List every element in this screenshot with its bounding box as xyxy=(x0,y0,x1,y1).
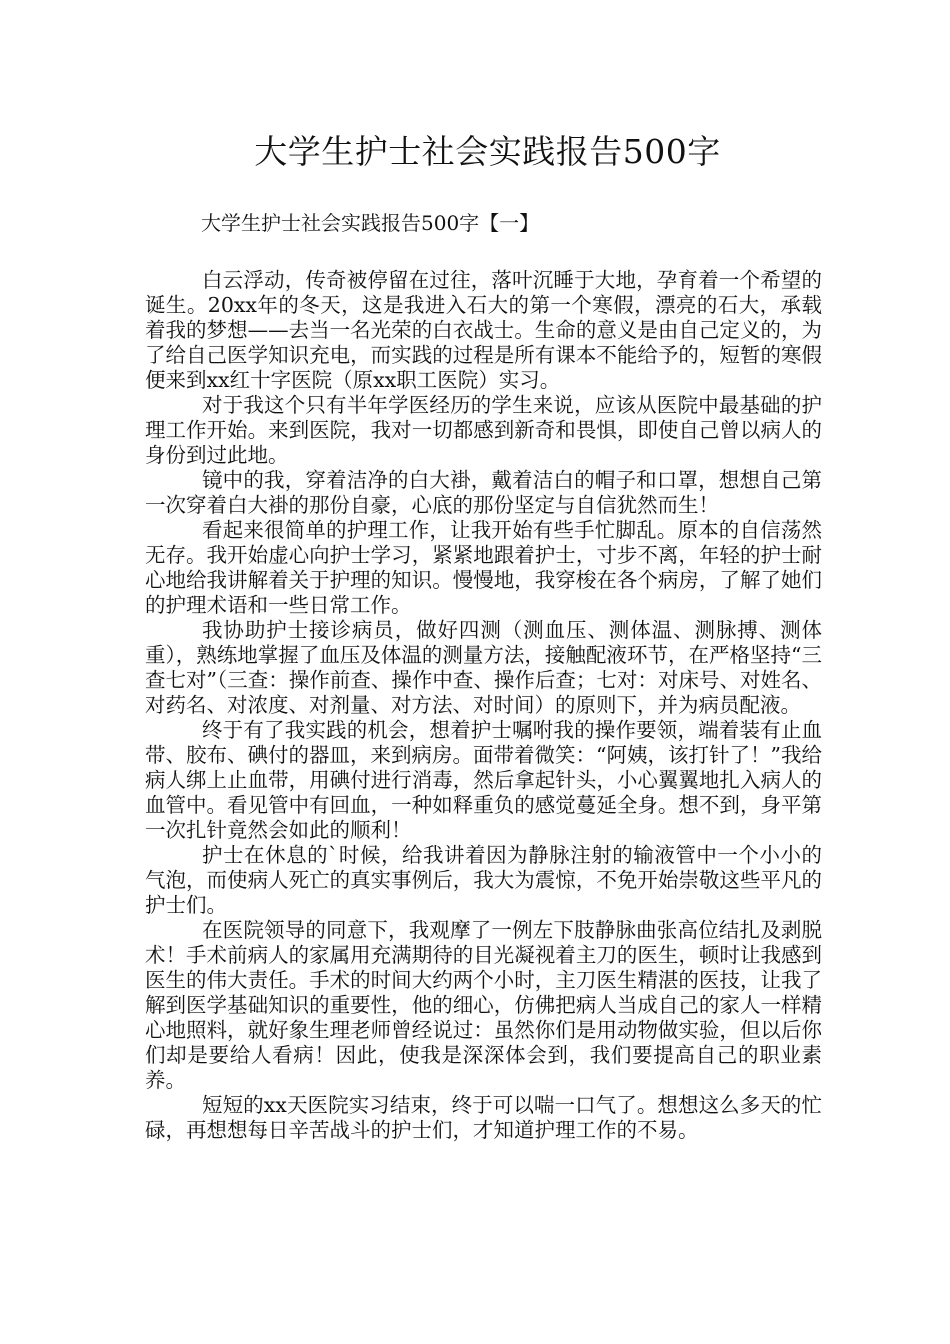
document-subtitle: 大学生护士社会实践报告500字【一】 xyxy=(201,211,540,235)
paragraph: 看起来很简单的护理工作，让我开始有些手忙脚乱。原本的自信荡然无存。我开始虚心向护士学习，紧紧地跟着护士，寸步不离，年轻的护士耐心地给我讲解着关于护理的知识。慢慢地，我穿梭在各个病房，了解了她们的护理术语和一些日常工作。 xyxy=(145,518,822,617)
paragraph: 白云浮动，传奇被停留在过往，落叶沉睡于大地，孕育着一个希望的诞生。20xx年的冬天，这是我进入石大的第一个寒假，漂亮的石大，承载着我的梦想——去当一名光荣的白衣战士。生命的意义是由自己定义的，为了给自己医学知识充电，而实践的过程是所有课本不能给予的，短暂的寒假便来到xx红十字医院（原xx职工医院）实习。 xyxy=(145,268,822,392)
paragraph: 护士在休息的`时候，给我讲着因为静脉注射的输液管中一个小小的气泡，而使病人死亡的真实事例后，我大为震惊，不免开始崇敬这些平凡的护士们。 xyxy=(145,843,822,917)
paragraph: 镜中的我，穿着洁净的白大褂，戴着洁白的帽子和口罩，想想自己第一次穿着白大褂的那份自豪，心底的那份坚定与自信犹然而生！ xyxy=(145,468,822,517)
document-title: 大学生护士社会实践报告500字 xyxy=(254,132,721,171)
paragraph: 我协助护士接诊病员，做好四测（测血压、测体温、测脉搏、测体重），熟练地掌握了血压及体温的测量方法，接触配液环节，在严格坚持“三查七对”（三查：操作前查、操作中查、操作后查；七对：对床号、对姓名、对药名、对浓度、对剂量、对方法、对时间）的原则下，并为病员配液。 xyxy=(145,618,822,717)
paragraph: 短短的xx天医院实习结束，终于可以喘一口气了。想想这么多天的忙碌，再想想每日辛苦战斗的护士们，才知道护理工作的不易。 xyxy=(145,1093,822,1142)
document-body xyxy=(145,268,822,1143)
paragraph: 在医院领导的同意下，我观摩了一例左下肢静脉曲张高位结扎及剥脱术！手术前病人的家属用充满期待的目光凝视着主刀的医生，顿时让我感到医生的伟大责任。手术的时间大约两个小时，主刀医生精湛的医技，让我了解到医学基础知识的重要性，他的细心，仿佛把病人当成自己的家人一样精心地照料，就好象生理老师曾经说过：虽然你们是用动物做实验，但以后你们却是要给人看病！因此，使我是深深体会到，我们要提高自己的职业素养。 xyxy=(145,918,822,1092)
paragraph: 终于有了我实践的机会，想着护士嘱咐我的操作要领，端着装有止血带、胶布、碘付的器皿，来到病房。面带着微笑：“阿姨，该打针了！”我给病人绑上止血带，用碘付进行消毒，然后拿起针头，小心翼翼地扎入病人的血管中。看见管中有回血，一种如释重负的感觉蔓延全身。想不到，身平第一次扎针竟然会如此的顺利！ xyxy=(145,718,822,842)
paragraph: 对于我这个只有半年学医经历的学生来说，应该从医院中最基础的护理工作开始。来到医院，我对一切都感到新奇和畏惧，即使自己曾以病人的身份到过此地。 xyxy=(145,393,822,467)
